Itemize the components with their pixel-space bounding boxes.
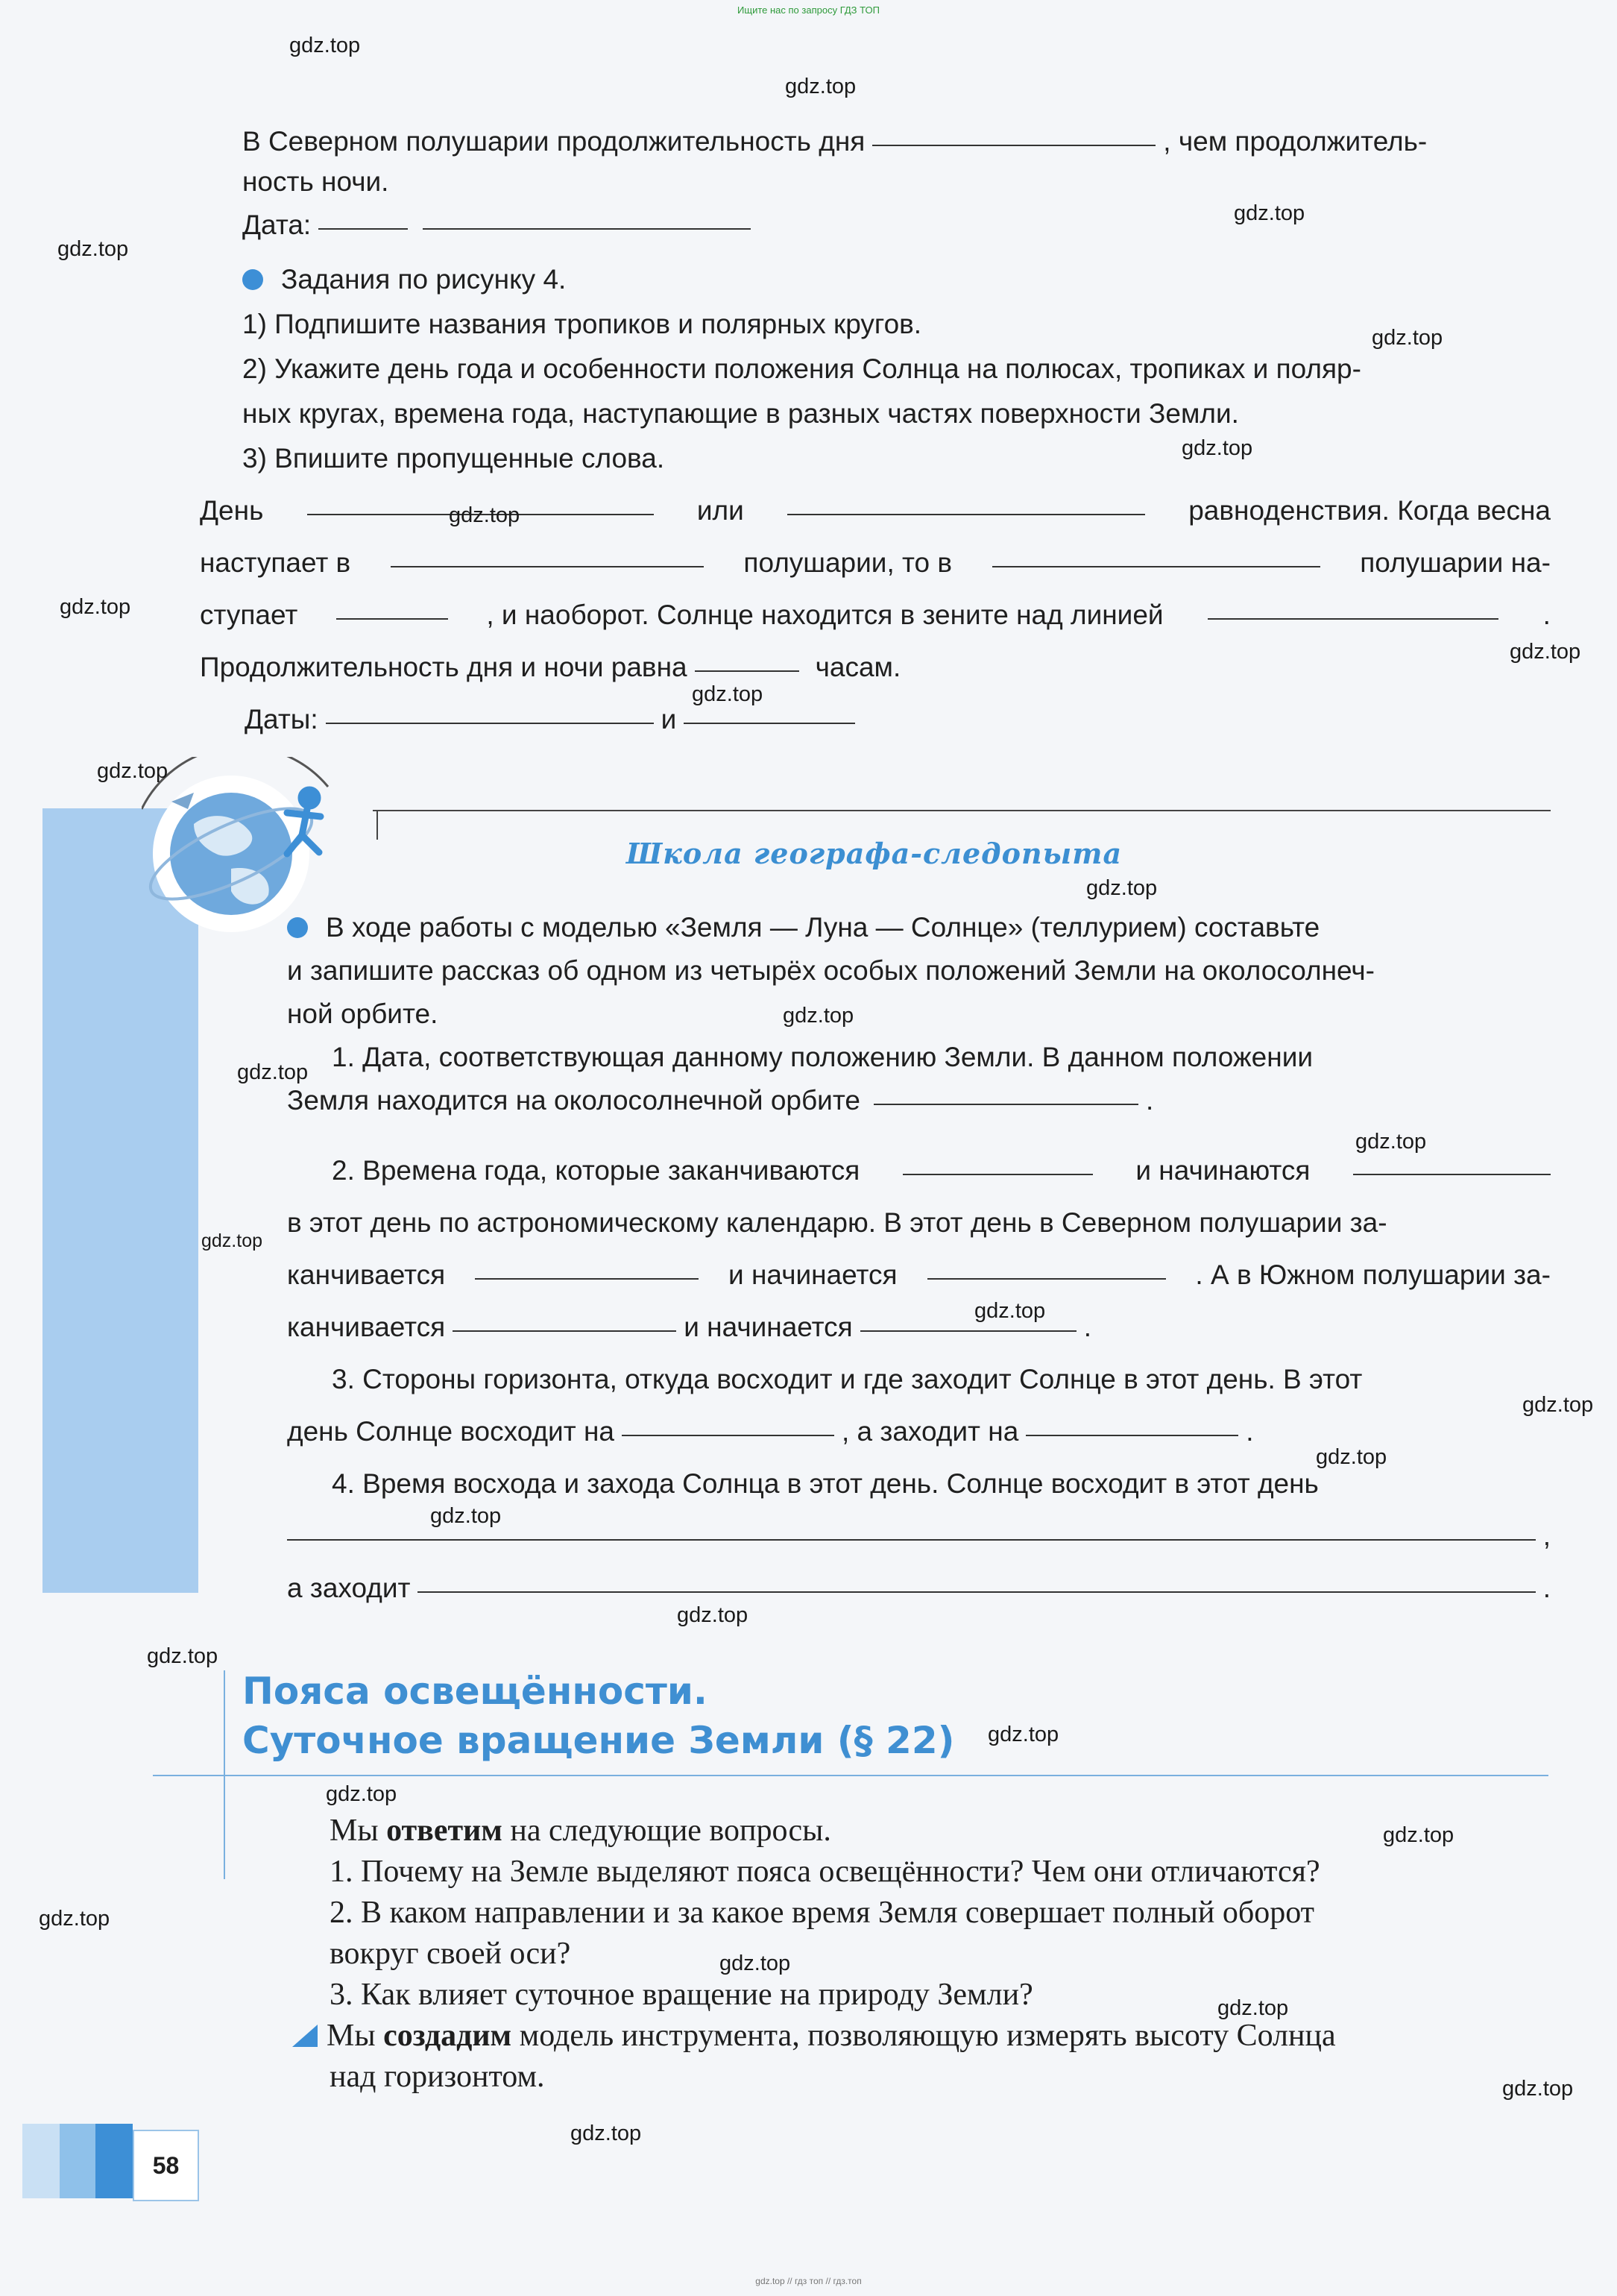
questions-intro xyxy=(330,1811,1552,1852)
question: 2. В каком направлении и за какое время Земля совершает полный оборот xyxy=(330,1896,1314,1930)
watermark: gdz.top xyxy=(1182,436,1253,460)
text: ной орбите. xyxy=(287,998,438,1029)
answer-blank[interactable] xyxy=(287,1539,1536,1541)
text: полушарии, то в xyxy=(743,547,953,578)
section-title-1: Пояса освещённости. xyxy=(242,1670,707,1713)
school-title: Школа географа-следопыта xyxy=(626,837,1123,870)
text: 2) Укажите день года и особенности положения Солнца на полюсах, тропиках и поляр- xyxy=(242,353,1361,384)
item-line xyxy=(287,1562,1551,1614)
text: День xyxy=(200,495,264,526)
answer-blank[interactable] xyxy=(1208,618,1498,620)
header-note: Ищите нас по запросу ГДЗ ТОП xyxy=(737,4,880,16)
text: Мы xyxy=(330,1814,379,1848)
text: 3. Стороны горизонта, откуда восходит и где заходит Солнце в этот день. В этот xyxy=(332,1364,1363,1394)
watermark: gdz.top xyxy=(201,1230,263,1251)
fill-line xyxy=(200,537,1551,589)
bullet-icon xyxy=(287,917,308,938)
answer-blank[interactable] xyxy=(417,1591,1535,1593)
watermark: gdz.top xyxy=(1355,1130,1427,1154)
answer-blank[interactable] xyxy=(622,1435,834,1436)
page-tab xyxy=(60,2124,97,2198)
answer-blank[interactable] xyxy=(903,1174,1093,1175)
text: в этот день по астрономическому календарю. В этот день в Северном полушарии за- xyxy=(287,1207,1387,1238)
answer-blank[interactable] xyxy=(336,618,448,620)
paragraph-line xyxy=(242,119,1551,164)
answer-blank[interactable] xyxy=(1026,1435,1238,1436)
watermark: gdz.top xyxy=(39,1907,110,1931)
watermark: gdz.top xyxy=(692,682,763,706)
answer-blank[interactable] xyxy=(860,1330,1077,1332)
item-line xyxy=(287,1301,1551,1353)
text: над горизонтом. xyxy=(330,2060,545,2094)
text: . xyxy=(1246,1416,1254,1447)
heading-rule xyxy=(224,1670,225,1879)
watermark: gdz.top xyxy=(289,34,361,57)
task-line xyxy=(242,391,1551,436)
divider xyxy=(373,810,1551,811)
text: наступает в xyxy=(200,547,351,578)
section1-block xyxy=(242,119,1551,248)
answer-blank[interactable] xyxy=(318,228,408,230)
text: . А в Южном полушарии за- xyxy=(1195,1259,1551,1290)
item-line xyxy=(287,1353,1551,1406)
text: и начинается xyxy=(684,1312,853,1342)
answer-blank[interactable] xyxy=(684,723,855,724)
fill-block xyxy=(200,485,1551,746)
item-line xyxy=(287,1036,1551,1079)
text: модель инструмента, позволяющую измерять высоту Солнца xyxy=(519,2019,1336,2053)
watermark: gdz.top xyxy=(677,1603,748,1627)
text-bold: создадим xyxy=(383,2019,512,2053)
create-line xyxy=(292,2016,1552,2057)
answer-blank[interactable] xyxy=(326,723,654,724)
answer-blank[interactable] xyxy=(391,566,704,567)
tasks-title xyxy=(242,257,1551,302)
text: ность ночи. xyxy=(242,166,389,197)
watermark: gdz.top xyxy=(1510,640,1581,664)
text: канчивается xyxy=(287,1259,446,1290)
watermark: gdz.top xyxy=(1316,1445,1387,1469)
text: 2. Времена года, которые заканчиваются xyxy=(332,1155,860,1186)
fill-line xyxy=(200,589,1551,641)
text: и начинаются xyxy=(1135,1155,1311,1186)
text: а заходит xyxy=(287,1573,411,1603)
section-heading xyxy=(242,1667,954,1765)
watermark: gdz.top xyxy=(57,237,129,261)
watermark: gdz.top xyxy=(1086,876,1158,900)
text: 1. Дата, соответствующая данному положению Земли. В данном положении xyxy=(332,1042,1314,1072)
paragraph-line xyxy=(242,160,1551,204)
text: Продолжительность дня и ночи равна xyxy=(200,652,687,682)
text: 1) Подпишите названия тропиков и полярных кругов. xyxy=(242,309,922,339)
paragraph-line xyxy=(287,993,1551,1036)
text: . xyxy=(1542,600,1551,630)
text: Задания по рисунку 4. xyxy=(281,264,567,295)
footer-note: gdz.top // гдз топ // гдз.топ xyxy=(755,2276,862,2286)
watermark: gdz.top xyxy=(1522,1393,1594,1417)
text: равноденствия. Когда весна xyxy=(1188,495,1551,526)
watermark: gdz.top xyxy=(1217,1996,1289,2020)
heading-underline xyxy=(153,1775,1548,1776)
text: и xyxy=(661,704,677,735)
answer-blank[interactable] xyxy=(874,1104,1138,1105)
watermark: gdz.top xyxy=(97,759,168,783)
text: ступает xyxy=(200,600,298,630)
text: 4. Время восхода и захода Солнца в этот день. Солнце восходит в этот день xyxy=(332,1468,1319,1499)
bullet-icon xyxy=(242,269,263,290)
questions-block xyxy=(327,1811,1552,2098)
watermark: gdz.top xyxy=(147,1644,218,1668)
watermark: gdz.top xyxy=(1383,1823,1454,1847)
text: , и наоборот. Солнце находится в зените над линией xyxy=(486,600,1164,630)
text: 3) Впишите пропущенные слова. xyxy=(242,443,665,474)
answer-blank[interactable] xyxy=(1353,1174,1551,1175)
watermark: gdz.top xyxy=(783,1004,854,1028)
dates-line xyxy=(200,693,1551,746)
item-line xyxy=(287,1197,1551,1249)
text: и начинается xyxy=(728,1259,898,1290)
answer-blank[interactable] xyxy=(695,670,799,672)
text: и запишите рассказ об одном из четырёх особых положений Земли на околосолнеч- xyxy=(287,955,1375,986)
watermark: gdz.top xyxy=(785,75,857,98)
fill-line xyxy=(200,641,1551,693)
watermark: gdz.top xyxy=(1234,201,1305,225)
triangle-marker-icon xyxy=(292,2025,318,2047)
watermark: gdz.top xyxy=(449,503,520,527)
dates-label: Даты: xyxy=(245,704,318,735)
answer-blank[interactable] xyxy=(872,145,1156,146)
watermark: gdz.top xyxy=(570,2122,642,2145)
paragraph-line xyxy=(287,949,1551,993)
text: . xyxy=(1542,1573,1551,1603)
answer-blank[interactable] xyxy=(453,1330,676,1332)
text: ных кругах, времена года, наступающие в разных частях поверхности Земли. xyxy=(242,398,1239,429)
watermark: gdz.top xyxy=(237,1060,309,1084)
answer-blank[interactable] xyxy=(927,1278,1166,1280)
watermark: gdz.top xyxy=(719,1951,791,1975)
section-title-2: Суточное вращение Земли (§ 22) xyxy=(242,1719,955,1762)
task-line xyxy=(242,436,1551,481)
watermark: gdz.top xyxy=(1372,326,1443,350)
item-line xyxy=(287,1079,1551,1122)
task-line xyxy=(242,302,1551,347)
answer-blank[interactable] xyxy=(787,514,1145,515)
tasks-block xyxy=(242,257,1551,481)
page-tab xyxy=(95,2124,133,2198)
text: Земля находится на околосолнечной орбите xyxy=(287,1085,860,1116)
text: , чем продолжитель- xyxy=(1163,126,1428,157)
text: день Солнце восходит на xyxy=(287,1416,614,1447)
text: часам. xyxy=(815,652,901,682)
text-bold: ответим xyxy=(386,1814,502,1848)
fill-line xyxy=(200,485,1551,537)
school-block xyxy=(287,906,1551,1122)
answer-blank[interactable] xyxy=(992,566,1320,567)
school-block-2 xyxy=(287,1145,1551,1614)
text: на следующие вопросы. xyxy=(510,1814,831,1848)
task-line xyxy=(242,347,1551,391)
date-label: Дата: xyxy=(242,210,312,240)
watermark: gdz.top xyxy=(430,1504,502,1528)
question: 3. Как влияет суточное вращение на природу Земли? xyxy=(330,1978,1033,2012)
text: Мы xyxy=(327,2019,376,2053)
text: , а заходит на xyxy=(841,1416,1019,1447)
divider-tick xyxy=(376,810,378,840)
date-line xyxy=(242,203,1551,248)
paragraph-line xyxy=(287,906,1551,949)
page-number: 58 xyxy=(133,2130,199,2201)
text: . xyxy=(1083,1312,1092,1342)
watermark: gdz.top xyxy=(326,1782,397,1806)
answer-blank[interactable] xyxy=(475,1278,699,1280)
text: или xyxy=(696,495,744,526)
answer-blank[interactable] xyxy=(423,228,751,230)
text: , xyxy=(1542,1520,1551,1551)
text: полушарии на- xyxy=(1360,547,1551,578)
text: В Северном полушарии продолжительность дня xyxy=(242,126,866,157)
watermark: gdz.top xyxy=(60,595,131,619)
text: В ходе работы с моделью «Земля — Луна — Солнце» (теллурием) составьте xyxy=(326,912,1320,943)
page-tab xyxy=(22,2124,60,2198)
question: 1. Почему на Земле выделяют пояса освещённости? Чем они отличаются? xyxy=(330,1855,1320,1889)
text: . xyxy=(1145,1085,1154,1116)
text: канчивается xyxy=(287,1312,446,1342)
watermark: gdz.top xyxy=(988,1723,1059,1746)
watermark: gdz.top xyxy=(1502,2077,1574,2101)
item-line xyxy=(287,1249,1551,1301)
watermark: gdz.top xyxy=(974,1299,1046,1323)
question: вокруг своей оси? xyxy=(330,1937,571,1971)
